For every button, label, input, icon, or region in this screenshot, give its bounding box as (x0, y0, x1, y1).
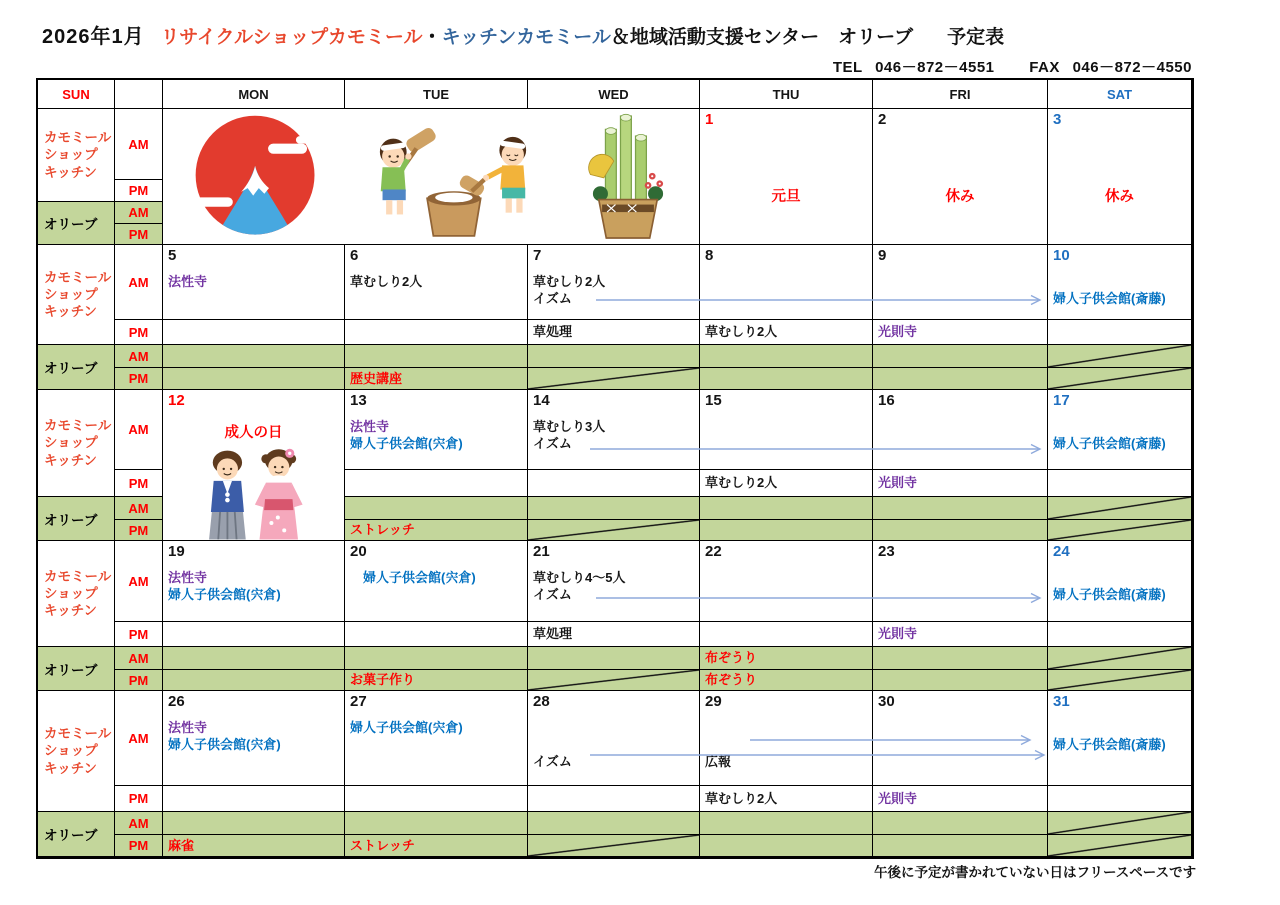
title-org-recycle: リサイクルショップカモミール (160, 27, 423, 48)
header-tue: TUE (345, 80, 528, 109)
date-number: 21 (533, 543, 550, 560)
day-31-pm-cell (1048, 786, 1192, 812)
kadomatsu-illustration (579, 111, 677, 243)
day-28-pm-cell (528, 786, 700, 812)
event-text: 光則寺 (878, 324, 918, 340)
date-number: 15 (705, 392, 722, 409)
shop-label-line: カモミール (44, 418, 112, 434)
event-text: 婦人子供会館(宍倉) (168, 737, 281, 753)
am-events (1048, 418, 1191, 453)
am-events (345, 273, 527, 290)
day-10-olive-am-cell (1048, 345, 1192, 368)
new-year-illustrations-cell (163, 109, 700, 245)
event-text (700, 736, 872, 753)
day-27-pm-cell (345, 786, 528, 812)
day-30-olive-pm-cell (873, 835, 1048, 857)
seijin-no-hi-children-illustration (163, 446, 344, 541)
event-text: 光則寺 (878, 790, 918, 806)
date-number: 12 (168, 392, 185, 409)
day-5-pm-cell (163, 320, 345, 345)
am-events (528, 418, 699, 453)
holiday-label: 元旦 (771, 188, 801, 205)
event-text: お菓子作り (350, 672, 416, 688)
date-number: 14 (533, 392, 550, 409)
date-number: 5 (168, 247, 177, 264)
day-17-olive-pm-cell (1048, 520, 1192, 541)
title-org-center: ＆地域活動支援センター オリーブ (610, 27, 914, 48)
day-9-olive-am-cell (873, 345, 1048, 368)
am-events (528, 719, 699, 771)
date-number: 6 (350, 247, 359, 264)
title-org-kitchen: キッチンカモミール (441, 27, 611, 48)
day-6-olive-pm-cell (345, 368, 528, 390)
event-text: 法性寺 (168, 273, 208, 289)
date-number: 19 (168, 543, 185, 560)
header-thu: THU (700, 80, 873, 109)
event-text: 歴史講座 (350, 370, 403, 386)
shop-label-line: カモミール (44, 568, 112, 584)
day-26-olive-pm-cell (163, 835, 345, 857)
mochi-pounding-kids-illustration (347, 111, 559, 243)
day-10-olive-pm-cell (1048, 368, 1192, 390)
day-8-pm-cell (700, 320, 873, 345)
am-label: AM (115, 245, 163, 320)
day-19-olive-am-cell (163, 647, 345, 670)
event-text: 婦人子供会館(宍倉) (350, 719, 463, 735)
am-events (345, 418, 527, 453)
day-29-am-cell (700, 691, 873, 786)
day-26-am-cell (163, 691, 345, 786)
event-text: 婦人子供会館(宍倉) (350, 569, 476, 585)
shop-section-label (38, 691, 115, 812)
day-29-olive-am-cell (700, 812, 873, 835)
event-text: 草むしり3人 (533, 418, 606, 434)
olive-section-label: オリーブ (38, 647, 115, 691)
am-events (528, 569, 699, 604)
title-month: 2026年1月 (42, 26, 145, 48)
olive-section-label: オリーブ (38, 345, 115, 390)
shop-label-line: カモミール (44, 726, 112, 742)
day-14-pm-cell (528, 470, 700, 497)
day-7-olive-am-cell (528, 345, 700, 368)
day-6-olive-am-cell (345, 345, 528, 368)
date-number: 3 (1053, 111, 1062, 128)
pm-label: PM (115, 622, 163, 647)
shop-label-line: キッチン (44, 164, 98, 180)
event-text: 草むしり2人 (533, 273, 606, 289)
calendar-grid (38, 80, 1192, 857)
am-events (163, 719, 344, 754)
day-22-pm-cell (700, 622, 873, 647)
day-30-olive-am-cell (873, 812, 1048, 835)
olive-pm-label: PM (115, 368, 163, 390)
day-23-olive-pm-cell (873, 670, 1048, 691)
pm-label: PM (115, 320, 163, 345)
footnote: 午後に予定が書かれていない日はフリースペースです (874, 865, 1197, 880)
event-text (1048, 569, 1191, 586)
day-10-am-cell (1048, 245, 1192, 320)
day-15-am-cell (700, 390, 873, 470)
date-number: 23 (878, 543, 895, 560)
am-events (1048, 569, 1191, 604)
event-text (1048, 418, 1191, 435)
header-mon: MON (163, 80, 345, 109)
day-22-am-cell (700, 541, 873, 622)
olive-pm-label: PM (115, 224, 163, 245)
event-text: 草むしり2人 (350, 273, 423, 289)
shop-label-line: キッチン (44, 760, 98, 776)
date-number: 26 (168, 693, 185, 710)
shop-label-line: ショップ (44, 147, 98, 163)
title-suffix: 予定表 (947, 27, 1005, 48)
am-events (163, 569, 344, 604)
date-number: 22 (705, 543, 722, 560)
event-text: 草むしり2人 (705, 790, 778, 806)
day-7-pm-cell (528, 320, 700, 345)
day-23-pm-cell (873, 622, 1048, 647)
day-29-olive-pm-cell (700, 835, 873, 857)
event-text: 布ぞうり (705, 672, 758, 688)
day-20-pm-cell (345, 622, 528, 647)
am-label: AM (115, 541, 163, 622)
day-15-olive-am-cell (700, 497, 873, 520)
day-13-am-cell (345, 390, 528, 470)
title-dot: ・ (422, 27, 442, 48)
shop-label-line: ショップ (44, 585, 98, 601)
event-text: ストレッチ (350, 837, 415, 853)
date-number: 8 (705, 247, 714, 264)
event-text: 布ぞうり (705, 650, 758, 666)
shop-section-label (38, 245, 115, 345)
day-16-pm-cell (873, 470, 1048, 497)
olive-am-label: AM (115, 497, 163, 520)
day-8-olive-am-cell (700, 345, 873, 368)
event-text (1048, 719, 1191, 736)
olive-section-label: オリーブ (38, 497, 115, 541)
olive-am-label: AM (115, 647, 163, 670)
shop-section-label (38, 390, 115, 497)
event-text: 法性寺 (168, 569, 208, 585)
date-number: 1 (705, 111, 714, 128)
olive-section-label: オリーブ (38, 812, 115, 857)
shop-label-line: カモミール (44, 269, 112, 285)
date-number: 10 (1053, 247, 1070, 264)
date-number: 29 (705, 693, 722, 710)
day-13-olive-pm-cell (345, 520, 528, 541)
olive-am-label: AM (115, 812, 163, 835)
day-19-am-cell (163, 541, 345, 622)
day-17-pm-cell (1048, 470, 1192, 497)
day-5-olive-pm-cell (163, 368, 345, 390)
olive-am-label: AM (115, 202, 163, 224)
date-number: 31 (1053, 693, 1070, 710)
event-text: 婦人子供会館(斎藤) (1053, 436, 1166, 452)
event-text: 婦人子供会館(斎藤) (1053, 587, 1166, 603)
shop-label-line: キッチン (44, 304, 98, 320)
event-text: イズム (533, 436, 572, 452)
am-events (345, 569, 527, 586)
event-text (528, 719, 699, 736)
event-text: 婦人子供会館(宍倉) (168, 587, 281, 603)
event-text: 婦人子供会館(斎藤) (1053, 291, 1166, 307)
day-3-cell (1048, 109, 1192, 245)
olive-section-label: オリーブ (38, 202, 115, 245)
am-label: AM (115, 109, 163, 180)
day-26-pm-cell (163, 786, 345, 812)
olive-pm-label: PM (115, 835, 163, 857)
date-number: 24 (1053, 543, 1070, 560)
day-14-olive-pm-cell (528, 520, 700, 541)
day-8-am-cell (700, 245, 873, 320)
day-14-olive-am-cell (528, 497, 700, 520)
event-text: イズム (533, 291, 572, 307)
day-20-olive-am-cell (345, 647, 528, 670)
date-number: 9 (878, 247, 887, 264)
shop-label-line: ショップ (44, 435, 98, 451)
day-6-am-cell (345, 245, 528, 320)
day-20-olive-pm-cell (345, 670, 528, 691)
day-14-am-cell (528, 390, 700, 470)
day-16-am-cell (873, 390, 1048, 470)
day-21-am-cell (528, 541, 700, 622)
day-24-olive-am-cell (1048, 647, 1192, 670)
fax-number: 046－872－4550 (1072, 59, 1192, 76)
day-21-pm-cell (528, 622, 700, 647)
event-text (700, 719, 872, 736)
day-15-pm-cell (700, 470, 873, 497)
day-12-cell (163, 390, 345, 541)
am-label: AM (115, 390, 163, 470)
day-21-olive-pm-cell (528, 670, 700, 691)
holiday-label: 成人の日 (224, 424, 283, 441)
day-9-am-cell (873, 245, 1048, 320)
event-text: 光則寺 (878, 626, 918, 642)
day-15-olive-pm-cell (700, 520, 873, 541)
date-number: 28 (533, 693, 550, 710)
day-30-am-cell (873, 691, 1048, 786)
day-27-olive-am-cell (345, 812, 528, 835)
shop-label-line: カモミール (44, 130, 112, 146)
am-label: AM (115, 691, 163, 786)
day-8-olive-pm-cell (700, 368, 873, 390)
day-1-cell (700, 109, 873, 245)
olive-am-label: AM (115, 345, 163, 368)
shop-label-line: ショップ (44, 743, 98, 759)
date-number: 17 (1053, 392, 1070, 409)
day-31-am-cell (1048, 691, 1192, 786)
holiday-label: 休み (1105, 188, 1134, 205)
contact-line (700, 56, 1192, 77)
header-sun: SUN (38, 80, 115, 109)
event-text: 草むしり2人 (705, 324, 778, 340)
date-number: 2 (878, 111, 887, 128)
day-24-pm-cell (1048, 622, 1192, 647)
day-22-olive-pm-cell (700, 670, 873, 691)
date-number: 16 (878, 392, 895, 409)
am-events (700, 719, 872, 771)
pm-label: PM (115, 786, 163, 812)
day-22-olive-am-cell (700, 647, 873, 670)
day-19-pm-cell (163, 622, 345, 647)
day-5-olive-am-cell (163, 345, 345, 368)
day-7-am-cell (528, 245, 700, 320)
day-27-am-cell (345, 691, 528, 786)
day-31-olive-pm-cell (1048, 835, 1192, 857)
day-9-olive-pm-cell (873, 368, 1048, 390)
day-16-olive-pm-cell (873, 520, 1048, 541)
day-28-olive-pm-cell (528, 835, 700, 857)
page-title (42, 20, 1004, 49)
shop-section-label (38, 109, 115, 202)
day-23-olive-am-cell (873, 647, 1048, 670)
header-corner (115, 80, 163, 109)
olive-pm-label: PM (115, 520, 163, 541)
day-28-am-cell (528, 691, 700, 786)
date-number: 13 (350, 392, 367, 409)
day-7-olive-pm-cell (528, 368, 700, 390)
day-10-pm-cell (1048, 320, 1192, 345)
tel-number: 046－872－4551 (875, 59, 995, 76)
day-27-olive-pm-cell (345, 835, 528, 857)
day-2-cell (873, 109, 1048, 245)
am-events (1048, 273, 1191, 308)
shop-section-label (38, 541, 115, 647)
holiday-label: 休み (945, 188, 975, 205)
event-text (1048, 273, 1191, 290)
day-30-pm-cell (873, 786, 1048, 812)
day-17-olive-am-cell (1048, 497, 1192, 520)
day-20-am-cell (345, 541, 528, 622)
day-16-olive-am-cell (873, 497, 1048, 520)
am-events (345, 719, 527, 736)
shop-label-line: ショップ (44, 286, 98, 302)
day-5-am-cell (163, 245, 345, 320)
day-13-olive-am-cell (345, 497, 528, 520)
pm-label: PM (115, 180, 163, 202)
event-text: 法性寺 (168, 719, 208, 735)
day-21-olive-am-cell (528, 647, 700, 670)
tel-label: TEL (832, 59, 863, 76)
event-text: イズム (533, 754, 572, 770)
am-events (1048, 719, 1191, 754)
day-28-olive-am-cell (528, 812, 700, 835)
event-text: 広報 (705, 754, 732, 770)
fax-label: FAX (1029, 59, 1060, 76)
day-6-pm-cell (345, 320, 528, 345)
event-text: 婦人子供会館(斎藤) (1053, 737, 1166, 753)
header-fri: FRI (873, 80, 1048, 109)
new-year-sun-mtfuji-illustration (185, 112, 327, 242)
pm-label: PM (115, 470, 163, 497)
day-24-am-cell (1048, 541, 1192, 622)
day-9-pm-cell (873, 320, 1048, 345)
event-text: 光則寺 (878, 475, 918, 491)
event-text: 草処理 (533, 324, 573, 340)
day-24-olive-pm-cell (1048, 670, 1192, 691)
date-number: 27 (350, 693, 367, 710)
am-events (528, 273, 699, 308)
day-23-am-cell (873, 541, 1048, 622)
schedule-table (36, 78, 1194, 859)
event-text: 草処理 (533, 626, 573, 642)
event-text: ストレッチ (350, 522, 415, 538)
day-26-olive-am-cell (163, 812, 345, 835)
event-text: 草むしり4～5人 (533, 569, 626, 585)
event-text: 法性寺 (350, 418, 390, 434)
event-text (528, 736, 699, 753)
shop-label-line: キッチン (44, 603, 98, 619)
day-19-olive-pm-cell (163, 670, 345, 691)
date-number: 30 (878, 693, 895, 710)
event-text: イズム (533, 587, 572, 603)
event-text: 麻雀 (168, 837, 195, 853)
olive-pm-label: PM (115, 670, 163, 691)
date-number: 20 (350, 543, 367, 560)
day-31-olive-am-cell (1048, 812, 1192, 835)
day-17-am-cell (1048, 390, 1192, 470)
shop-label-line: キッチン (44, 452, 98, 468)
date-number: 7 (533, 247, 542, 264)
event-text: 草むしり2人 (705, 475, 778, 491)
header-sat: SAT (1048, 80, 1192, 109)
event-text: 婦人子供会館(宍倉) (350, 436, 463, 452)
day-13-pm-cell (345, 470, 528, 497)
am-events (163, 273, 344, 290)
header-wed: WED (528, 80, 700, 109)
day-29-pm-cell (700, 786, 873, 812)
